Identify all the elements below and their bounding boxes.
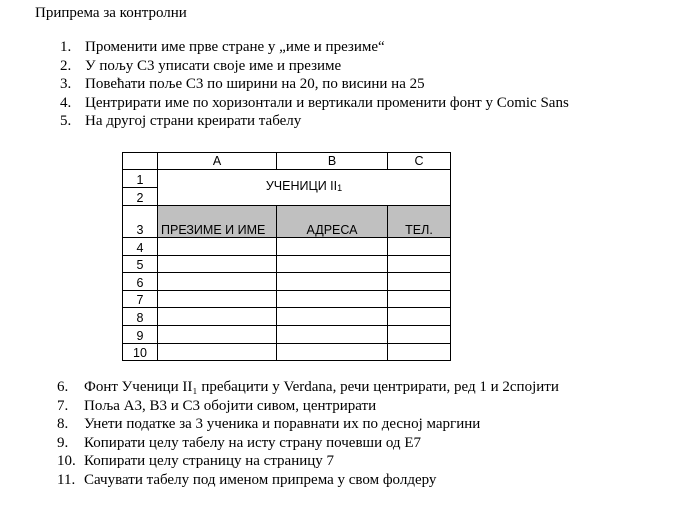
- item-number: 2.: [60, 57, 72, 74]
- cell: [158, 308, 277, 326]
- row-number: 1: [123, 170, 158, 188]
- item-number: 5.: [60, 113, 72, 130]
- item-number: 7.: [57, 397, 69, 414]
- column-header-a: A: [158, 153, 277, 170]
- row-number: 7: [123, 290, 158, 308]
- item-text: Поља А3, B3 и C3 обојити сивом, центрирати: [84, 397, 377, 414]
- column-header-b: B: [277, 153, 388, 170]
- item-text: Центрирати име по хоризонтали и вертикали променити фонт у Comic Sans: [85, 94, 569, 111]
- item-number: 4.: [60, 94, 72, 111]
- column-header-c: C: [388, 153, 451, 170]
- cell: [158, 273, 277, 291]
- cell: [277, 255, 388, 273]
- item-text: У пољу C3 уписати своје име и презиме: [85, 57, 342, 74]
- cell: [388, 273, 451, 291]
- row-number: 5: [123, 255, 158, 273]
- cell: [277, 343, 388, 361]
- item-number: 1.: [60, 39, 72, 55]
- cell: [158, 238, 277, 256]
- students-table: [122, 152, 451, 361]
- item-text: Унети податке за 3 ученика и поравнати их по десној маргини: [84, 416, 481, 433]
- cell: [158, 255, 277, 273]
- item-number: 8.: [57, 416, 69, 433]
- item-number: 3.: [60, 76, 72, 93]
- header-surname-name: ПРЕЗИМЕ И ИМЕ: [158, 206, 277, 238]
- item-number: 9.: [57, 434, 69, 451]
- cell: [277, 290, 388, 308]
- item-text: Копирати целу страницу на страницу 7: [84, 453, 335, 470]
- header-address: АДРЕСА: [277, 206, 388, 238]
- row-number: 3: [123, 206, 158, 238]
- cell: [277, 273, 388, 291]
- cell: [388, 290, 451, 308]
- item-text: На другој страни креирати табелу: [85, 113, 302, 130]
- item-text: Сачувати табелу под именом припрема у свом фолдеру: [84, 471, 437, 488]
- row-number: 10: [123, 343, 158, 361]
- item-number: 11.: [57, 471, 76, 488]
- document-title: Припрема за контролни: [35, 5, 187, 21]
- cell: [388, 308, 451, 326]
- cell: [388, 238, 451, 256]
- cell: [388, 343, 451, 361]
- merged-title-cell: [158, 170, 451, 206]
- cell: [158, 325, 277, 343]
- merged-title-subscript: 1: [337, 183, 343, 193]
- cell: [277, 308, 388, 326]
- header-phone: ТЕЛ.: [388, 206, 451, 238]
- item-number: 10.: [57, 453, 76, 470]
- cell: [388, 255, 451, 273]
- cell: [158, 290, 277, 308]
- row-number: 8: [123, 308, 158, 326]
- cell: [158, 343, 277, 361]
- row-number: 2: [123, 188, 158, 206]
- item-number: 6.: [57, 379, 69, 395]
- item-text: Променити име прве стране у „име и презиме“: [85, 39, 385, 55]
- row-number: 6: [123, 273, 158, 291]
- item-text: Повећати поље C3 по ширини на 20, по висини на 25: [85, 76, 425, 93]
- row-number: 9: [123, 325, 158, 343]
- cell: [388, 325, 451, 343]
- row-number: 4: [123, 238, 158, 256]
- item-text: Копирати целу табелу на исту страну почевши од Е7: [84, 434, 421, 451]
- merged-title: УЧЕНИЦИ II: [265, 179, 338, 193]
- corner-cell: [123, 153, 158, 170]
- cell: [277, 325, 388, 343]
- cell: [277, 238, 388, 256]
- item-text: Фонт Ученици II₁ пребацити у Verdana, речи центрирати, ред 1 и 2спојити: [84, 379, 559, 395]
